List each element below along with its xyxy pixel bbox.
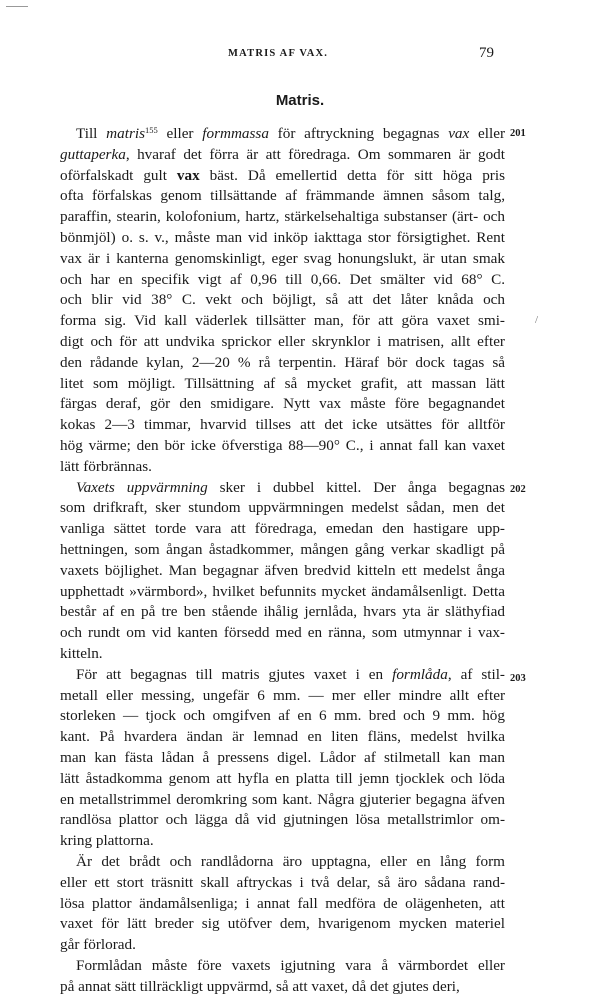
text-line <box>60 145 505 166</box>
text-line <box>60 353 505 374</box>
text-line <box>60 207 505 228</box>
text-run: eller <box>157 125 203 142</box>
text-run: hettningen, som ångan åstadkommer, mången gång verkar skadligt på <box>60 540 505 558</box>
text-line <box>60 124 505 145</box>
paragraph-matris-definition <box>60 124 505 478</box>
text-run: på annat sätt tillräckligt uppvärmd, så att vaxet, då det gjutes deri, <box>60 977 460 995</box>
text-run: vax är i kanterna genomskinligt, eger svag honungslukt, är utan smak <box>60 249 505 267</box>
margin-number: 203 <box>510 673 526 684</box>
text-line <box>60 873 505 894</box>
text-run: lätt förbrännas. <box>60 457 152 475</box>
text-run: litet som möjligt. Tillsättning af så mycket grafit, att massan lätt <box>60 374 505 392</box>
text-run: kring plattorna. <box>60 832 154 850</box>
paragraph-formladan-uppvarmd <box>60 956 505 998</box>
text-line <box>60 727 505 748</box>
italic-term: vax <box>448 125 470 142</box>
text-run: kitteln. <box>60 644 103 662</box>
text-line <box>60 810 505 831</box>
text-run: Formlådan måste före vaxets igjutning vara å värmbordet eller <box>76 957 505 974</box>
text-run: upphettadt »värmbord», hvilket befunnits mycket ändamålsenligt. Detta <box>60 582 505 600</box>
section-title: Matris. <box>275 92 325 109</box>
text-line <box>60 498 505 519</box>
text-run: lösa plattor ändamålsenliga; i annat fall medföra de olägenheten, att <box>60 894 505 912</box>
text-run: för aftryckning begagnas <box>268 125 449 142</box>
text-run: vaxet för lätt breder sig utöfver dem, hvarigenom mycken materiel <box>60 915 505 933</box>
text-run: bönmjöl) o. s. v., måste man vid inköp iakttaga stor försigtighet. Rent <box>60 228 505 246</box>
text-line <box>60 270 505 291</box>
bold-term: vax <box>176 166 200 184</box>
paragraph-formlada <box>60 665 505 852</box>
corner-rule <box>6 6 28 7</box>
text-line <box>60 769 505 790</box>
text-run: storleken — tjock och omgifven af en 6 mm. bred och 9 mm. hög <box>60 707 505 725</box>
text-line <box>60 540 505 561</box>
text-run: , af stil- <box>447 665 505 683</box>
text-run: hög värme; den bör icke öfverstiga 88—90° C., i annat fall kan vaxet <box>60 436 505 454</box>
text-run: eller <box>469 125 506 142</box>
italic-term: Vaxets uppvärmning <box>76 478 208 496</box>
text-run: vaxets böjlighet. Man begagnar äfven bredvid kitteln ett medelst ånga <box>60 561 505 579</box>
text-line <box>60 623 505 644</box>
text-run: sker i dubbel kittel. Der ånga begagnas <box>207 478 505 496</box>
text-run: paraffin, stearin, kolofonium, hartz, stärkelsehaltiga substanser (ärt- och <box>60 208 505 226</box>
text-line <box>60 311 505 332</box>
text-run: eller ett stort träsnitt skall aftryckas i två delar, så äro sådana rand- <box>60 873 505 891</box>
text-line <box>60 665 505 686</box>
text-run: färgas deraf, gör den smidigare. Nytt vax måste före begagnandet <box>60 395 505 413</box>
page-number: 79 <box>479 45 494 61</box>
text-run: vanliga sättet torde vara att föredraga, emedan den hastigare upp- <box>60 520 505 538</box>
text-line <box>60 394 505 415</box>
text-line <box>60 249 505 270</box>
text-run: den rådande kylan, 2—20 % rå terpentin. Häraf bör dock tagas så <box>60 353 505 371</box>
text-line <box>60 935 505 956</box>
text-line <box>60 956 505 977</box>
margin-tick-mark: / <box>535 314 539 326</box>
text-run: forma sig. Vid kall väderlek tillsätter man, för att göra vaxet smi- <box>60 312 505 330</box>
text-line <box>60 332 505 353</box>
text-run: går förlorad. <box>60 936 136 954</box>
text-run: Är det brådt och randlådorna äro upptagna, eller en lång form <box>76 853 505 870</box>
text-run: man kan fästa lådan å pressens digel. Lådor af stilmetall kan man <box>60 748 505 766</box>
text-line <box>60 894 505 915</box>
text-run: och blir vid 38° C. vekt och böjligt, så att det låter knåda och <box>60 291 505 309</box>
italic-term: matris <box>106 125 145 142</box>
text-line <box>60 977 505 998</box>
text-run: kokas 2—3 timmar, hvarvid tillses att det icke utsättes för alltför <box>60 416 505 434</box>
text-line <box>60 748 505 769</box>
running-head: MATRIS AF VAX. <box>228 48 329 59</box>
text-run: oförfalskadt gult <box>60 166 177 184</box>
text-run: en metallstrimmel deromkring som kant. Några gjuterier begagna äfven <box>60 790 505 808</box>
text-line <box>60 436 505 457</box>
text-run: ofta förfalskas genom tillsättande af främmande ämnen såsom talg, <box>60 187 505 205</box>
paragraph-randlosa-plattor <box>60 852 505 956</box>
text-line <box>60 914 505 935</box>
text-line <box>60 831 505 852</box>
text-run: metall eller messing, ungefär 6 mm. — mer eller mindre allt efter <box>60 686 505 704</box>
text-line <box>60 519 505 540</box>
text-line <box>60 374 505 395</box>
text-run: och rundt om vid kanten försedd med en ränna, som utmynnar i vax- <box>60 624 505 642</box>
italic-term: formmassa <box>202 125 269 142</box>
margin-number: 201 <box>510 128 526 139</box>
text-line <box>60 228 505 249</box>
margin-number: 202 <box>510 484 526 495</box>
text-line <box>60 602 505 623</box>
text-run: bäst. Då emellertid detta för sitt höga pris <box>199 166 505 184</box>
text-line <box>60 582 505 603</box>
footnote-reference: 155 <box>145 125 158 135</box>
text-run: , hvaraf det förra är att föredraga. Om sommaren är godt <box>125 145 505 163</box>
text-run: som drifkraft, sker stundom uppvärmningen medelst sådan, men det <box>60 499 505 517</box>
text-line <box>60 790 505 811</box>
text-run: och har en specifik vigt af 0,96 till 0,66. Det smälter vid 68° C. <box>60 270 505 288</box>
text-run: randlösa plattor och lägga då vid gjutningen lösa metallstrimlor om- <box>60 811 505 829</box>
text-line <box>60 478 505 499</box>
text-run: består af en på tre ben stående ihålig jernlåda, hvars yta är släthyfiad <box>60 603 505 621</box>
italic-term: guttaperka <box>60 145 126 163</box>
text-run: lätt åstadkomma genom att hyfla en platta till jemn tjocklek och löda <box>60 769 505 787</box>
text-line <box>60 290 505 311</box>
text-line <box>60 686 505 707</box>
text-run: För att begagnas till matris gjutes vaxet i en <box>76 665 393 683</box>
italic-term: formlåda <box>392 665 448 683</box>
text-line <box>60 166 505 187</box>
text-line <box>60 706 505 727</box>
text-run: kant. På hvardera ändan är lemnad en liten fläns, medelst hvilka <box>60 728 505 746</box>
text-line <box>60 457 505 478</box>
text-run: digt och för att undvika sprickor eller skrynklor i matrisen, allt efter <box>60 332 505 350</box>
text-line <box>60 852 505 873</box>
paragraph-vaxets-uppvarmning <box>60 478 505 665</box>
text-line <box>60 186 505 207</box>
text-line <box>60 561 505 582</box>
text-run: Till <box>76 125 107 142</box>
text-line <box>60 415 505 436</box>
text-line <box>60 644 505 665</box>
